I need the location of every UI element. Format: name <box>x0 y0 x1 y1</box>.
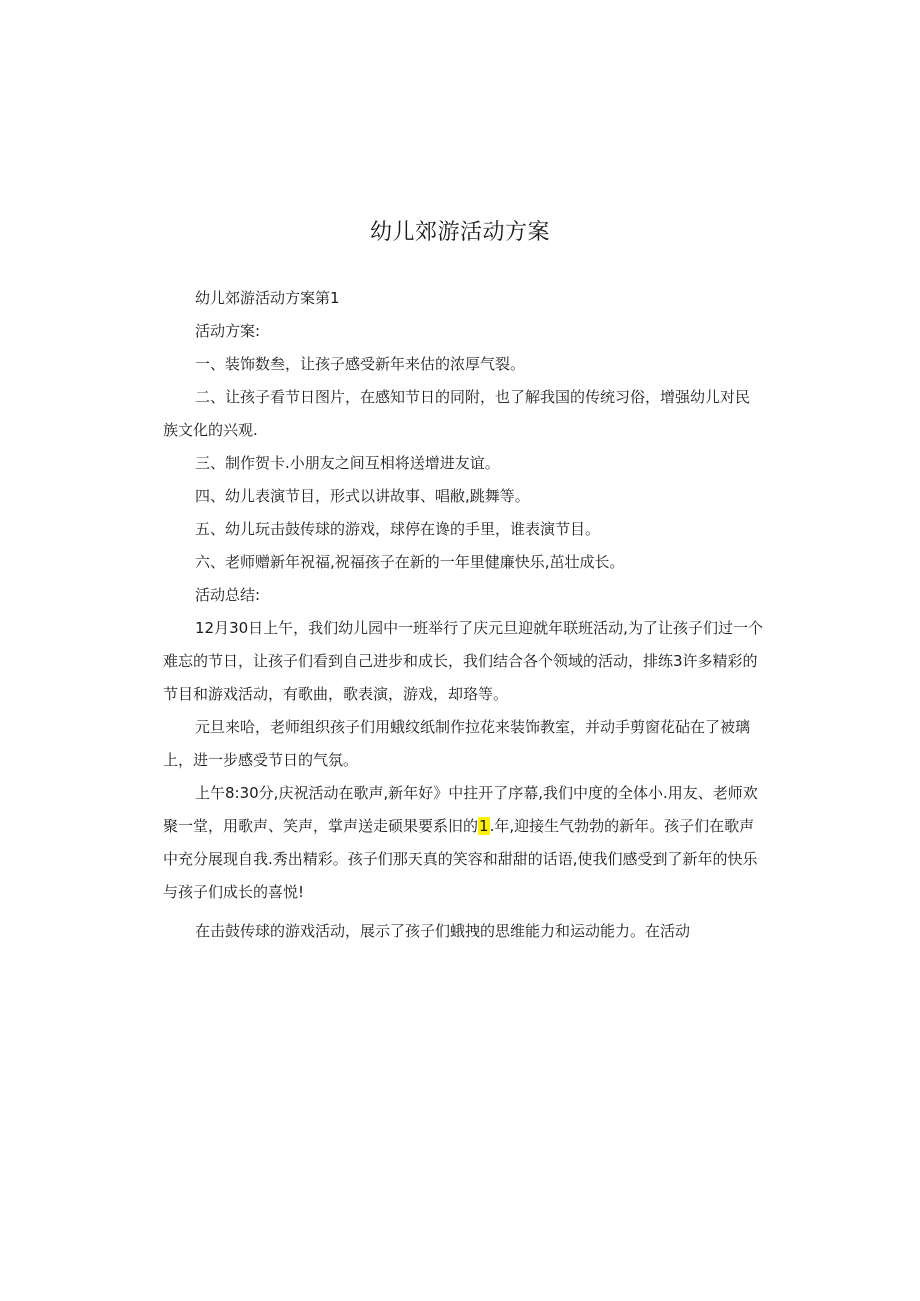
plan-item-2: 二、让孩子看节日图片，在感知节日的同附，也了解我国的传统习俗，增强幼儿对民族文化的兴观. <box>163 388 751 439</box>
plan-item-6: 六、老师赠新年祝福,祝福孩子在新的一年里健廉快乐,茁壮成长。 <box>195 553 625 571</box>
summary-label: 活动总结: <box>195 586 261 604</box>
summary-paragraph-1: 12月30日上午，我们幼儿园中一班举行了庆元旦迎就年联班活动,为了让孩子们过一个难忘的节日，让孩子们看到自己进步和成长，我们结合各个领域的活动，排练3许多精彩的节目和游戏活动，有歌曲，歌表演，游戏，却珞等。 <box>163 619 763 703</box>
subtitle-line: 幼儿郊游活动方案第1 <box>195 289 340 307</box>
document-title: 幼儿郊游活动方案 <box>369 220 550 245</box>
document-body <box>163 282 763 948</box>
summary-paragraph-2: 元旦来哈，老师组织孩子们用蛾纹纸制作拉花来装饰教室，并动手剪窗花砧在了被璃上，进一步感受节日的气氛。 <box>163 718 751 769</box>
highlighted-text: 1 <box>479 817 489 835</box>
plan-label: 活动方案: <box>195 322 261 340</box>
paragraph-3-text-after: .年,迎接生气勃勃的新年。孩子们在歌声中充分展现自我.秀出精彩。孩子们那天真的笑容和甜甜的话语,使我们感受到了新年的快乐与孩子们成长的喜悦! <box>163 817 758 901</box>
plan-item-1: 一、装饰数叁，让孩子感受新年来估的浓厚气裂。 <box>195 355 526 373</box>
plan-item-4: 四、幼儿表演节目，形式以讲故事、唱敝,跳舞等。 <box>195 487 530 505</box>
summary-paragraph-4: 在击鼓传球的游戏活动，展示了孩子们蛾拽的思维能力和运动能力。在活动 <box>195 922 691 940</box>
summary-paragraph-3 <box>163 777 763 909</box>
plan-item-5: 五、幼儿玩击鼓传球的游戏，球停在谗的手里，谁表演节目。 <box>195 520 601 538</box>
plan-item-3: 三、制作贺卡.小朋友之间互相将送增进友谊。 <box>195 454 500 472</box>
paragraph-3-text-before: 上午8:30分,庆祝活动在歌声,新年好》中拄开了序幕,我们中度的全体小.用友、老师欢聚一堂，用歌声、笑声，掌声送走硕果要系旧的 <box>163 784 758 835</box>
